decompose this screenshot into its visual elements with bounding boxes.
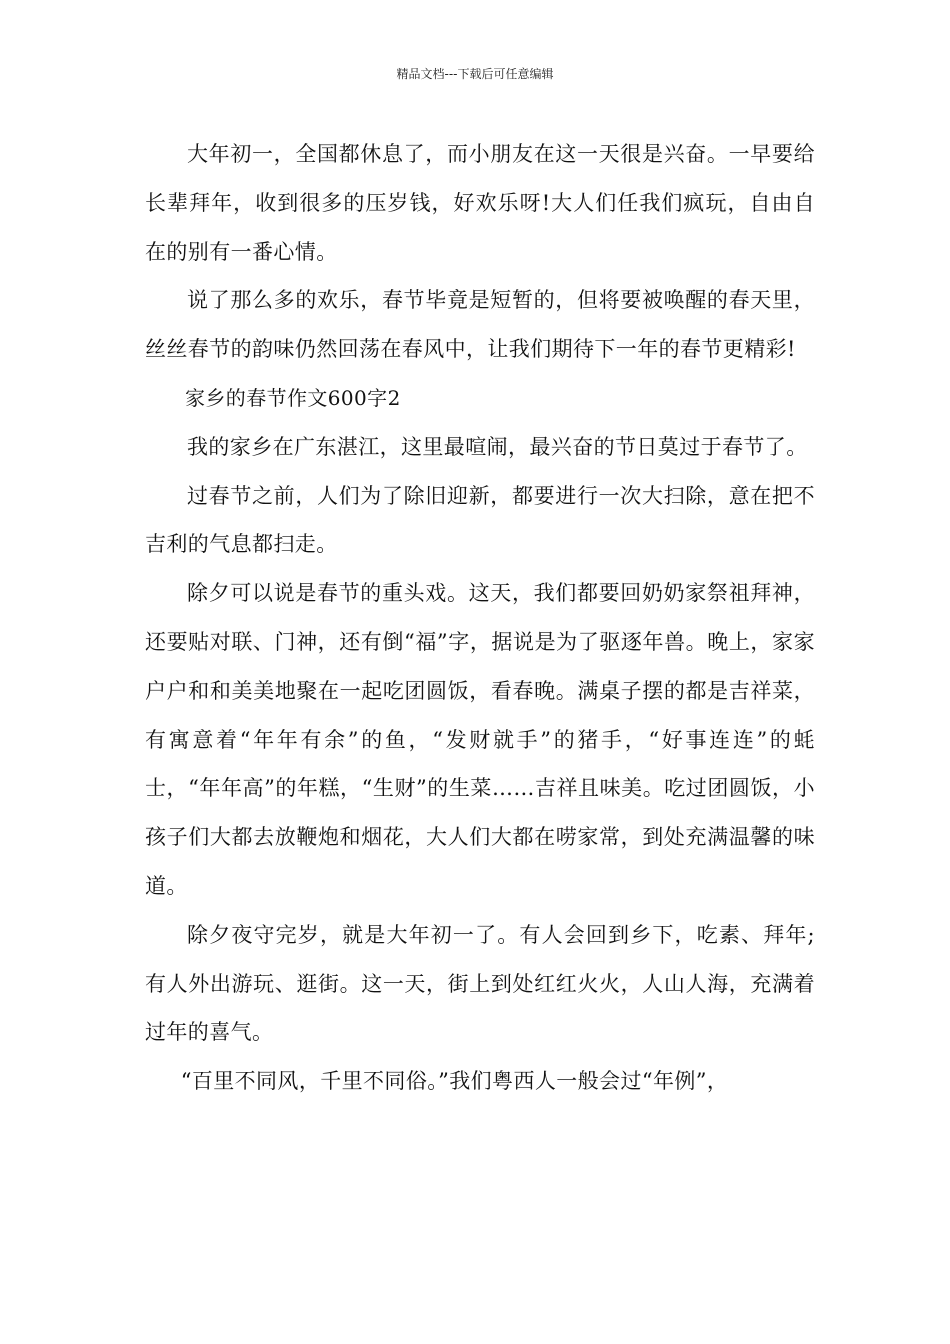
paragraph-new-year-day: 大年初一，全国都休息了，而小朋友在这一天很是兴奋。一早要给长辈拜年，收到很多的压岁钱，好欢乐呀!大人们任我们疯玩，自由自在的别有一番心情。 [145, 142, 815, 264]
document-body [145, 130, 815, 1106]
paragraph-customs: “百里不同风，千里不同俗。”我们粤西人一般会过“年例”， [180, 1069, 729, 1094]
paragraph-first-day: 除夕夜守完岁，就是大年初一了。有人会回到乡下，吃素、拜年;有人外出游玩、逛街。这一天，街上到处红红火火，人山人海，充满着过年的喜气。 [145, 922, 815, 1045]
paragraph-spring-short: 说了那么多的欢乐，春节毕竟是短暂的，但将要被唤醒的春天里，丝丝春节的韵味仍然回荡在春风中，让我们期待下一年的春节更精彩! [145, 288, 815, 362]
paragraph-hometown: 我的家乡在广东湛江，这里最喧闹，最兴奋的节日莫过于春节了。 [187, 434, 808, 459]
essay-heading: 家乡的春节作文600字2 [185, 385, 401, 410]
paragraph-new-years-eve: 除夕可以说是春节的重头戏。这天，我们都要回奶奶家祭祖拜神，还要贴对联、门神，还有倒“福”字，据说是为了驱逐年兽。晚上，家家户户和和美美地聚在一起吃团圆饭，看春晚。满桌子摆的都是吉祥菜，有寓意着“年年有余”的鱼，“发财就手”的猪手，“好事连连”的蚝士，“年年高”的年糕，“生财”的生菜……吉祥且味美。吃过团圆饭，小孩子们大都去放鞭炮和烟花，大人们大都在唠家常，到处充满温馨的味道。 [145, 581, 815, 898]
paragraph-cleaning: 过春节之前，人们为了除旧迎新，都要进行一次大扫除，意在把不吉利的气息都扫走。 [145, 483, 815, 557]
page-header: 精品文档---下载后可任意编辑 [396, 67, 554, 81]
